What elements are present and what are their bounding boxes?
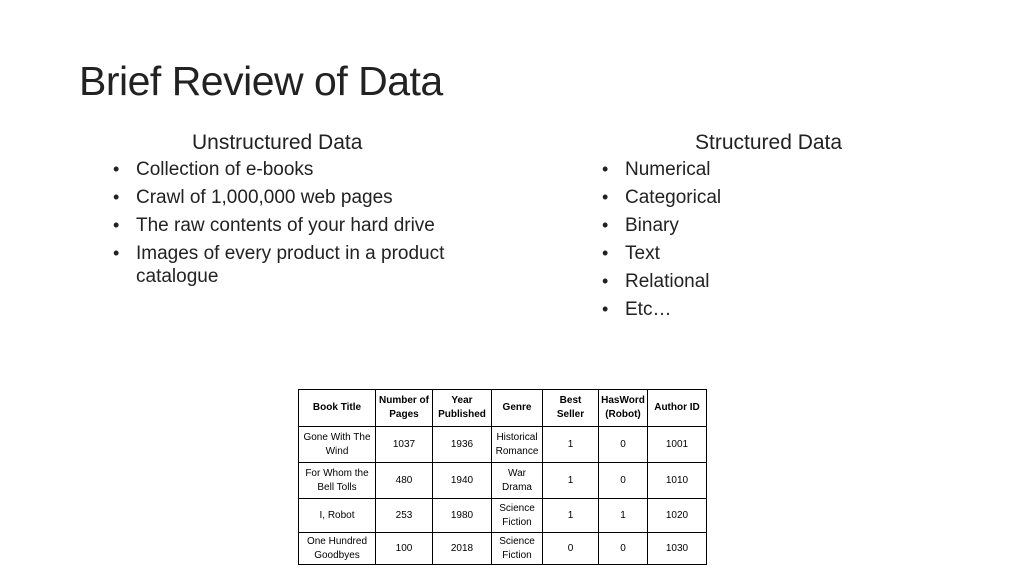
table-cell: Science Fiction — [492, 533, 543, 565]
table-cell: 2018 — [433, 533, 492, 565]
column-header-author-id: Author ID — [648, 390, 707, 427]
table-cell: 0 — [599, 533, 648, 565]
list-item — [109, 242, 469, 288]
table-cell: 1 — [599, 499, 648, 533]
structured-data-list — [598, 158, 958, 321]
list-item-text: Binary — [625, 215, 679, 236]
bullet-icon: • — [602, 271, 609, 291]
table-cell: For Whom the Bell Tolls — [299, 463, 376, 499]
list-item — [109, 214, 469, 237]
table-cell: 0 — [543, 533, 599, 565]
table-cell: 1 — [543, 463, 599, 499]
list-item-text: Etc… — [625, 299, 672, 320]
list-item-text: Relational — [625, 271, 710, 292]
table-cell: 1936 — [433, 427, 492, 463]
bullet-icon: • — [602, 299, 609, 319]
table-cell: Science Fiction — [492, 499, 543, 533]
unstructured-data-section — [109, 128, 469, 293]
list-item — [109, 158, 469, 181]
table-row — [299, 499, 707, 533]
table-cell: One Hundred Goodbyes — [299, 533, 376, 565]
bullet-icon: • — [113, 243, 120, 263]
table-cell: 1 — [543, 427, 599, 463]
column-header-genre: Genre — [492, 390, 543, 427]
table-cell: I, Robot — [299, 499, 376, 533]
table-cell: 100 — [376, 533, 433, 565]
column-header-year-published: Year Published — [433, 390, 492, 427]
table-row — [299, 427, 707, 463]
list-item — [109, 186, 469, 209]
table-cell: 1940 — [433, 463, 492, 499]
table-cell: Gone With The Wind — [299, 427, 376, 463]
bullet-icon: • — [602, 243, 609, 263]
list-item — [598, 298, 958, 321]
list-item — [598, 242, 958, 265]
table-cell: 480 — [376, 463, 433, 499]
list-item-text: Crawl of 1,000,000 web pages — [136, 187, 393, 208]
list-item — [598, 214, 958, 237]
bullet-icon: • — [113, 215, 120, 235]
bullet-icon: • — [602, 187, 609, 207]
table-cell: 1001 — [648, 427, 707, 463]
slide-title: Brief Review of Data — [79, 58, 443, 104]
list-item-text: Images of every product in a product catalogue — [136, 243, 445, 287]
column-header-hasword-robot: HasWord (Robot) — [599, 390, 648, 427]
bullet-icon: • — [113, 187, 120, 207]
table-header-row — [299, 390, 707, 427]
table-cell: 1020 — [648, 499, 707, 533]
list-item-text: Collection of e-books — [136, 159, 314, 180]
list-item — [598, 158, 958, 181]
list-item-text: Text — [625, 243, 660, 264]
table-cell: War Drama — [492, 463, 543, 499]
list-item-text: Categorical — [625, 187, 722, 208]
column-header-number-of-pages: Number of Pages — [376, 390, 433, 427]
structured-data-section — [598, 128, 958, 326]
table-cell: 1030 — [648, 533, 707, 565]
table-cell: 1037 — [376, 427, 433, 463]
table-cell: 0 — [599, 463, 648, 499]
list-item-text: The raw contents of your hard drive — [136, 215, 435, 236]
table-cell: 0 — [599, 427, 648, 463]
table-cell: 253 — [376, 499, 433, 533]
books-table — [298, 389, 707, 565]
table-row — [299, 463, 707, 499]
bullet-icon: • — [602, 159, 609, 179]
structured-data-heading: Structured Data — [695, 131, 843, 154]
table-cell: 1980 — [433, 499, 492, 533]
unstructured-data-list — [109, 158, 469, 288]
list-item — [598, 270, 958, 293]
table-cell: Historical Romance — [492, 427, 543, 463]
list-item-text: Numerical — [625, 159, 711, 180]
table-cell: 1 — [543, 499, 599, 533]
bullet-icon: • — [602, 215, 609, 235]
list-item — [598, 186, 958, 209]
bullet-icon: • — [113, 159, 120, 179]
table-row — [299, 533, 707, 565]
column-header-best-seller: Best Seller — [543, 390, 599, 427]
unstructured-data-heading: Unstructured Data — [192, 131, 363, 154]
table-cell: 1010 — [648, 463, 707, 499]
column-header-book-title: Book Title — [299, 390, 376, 427]
